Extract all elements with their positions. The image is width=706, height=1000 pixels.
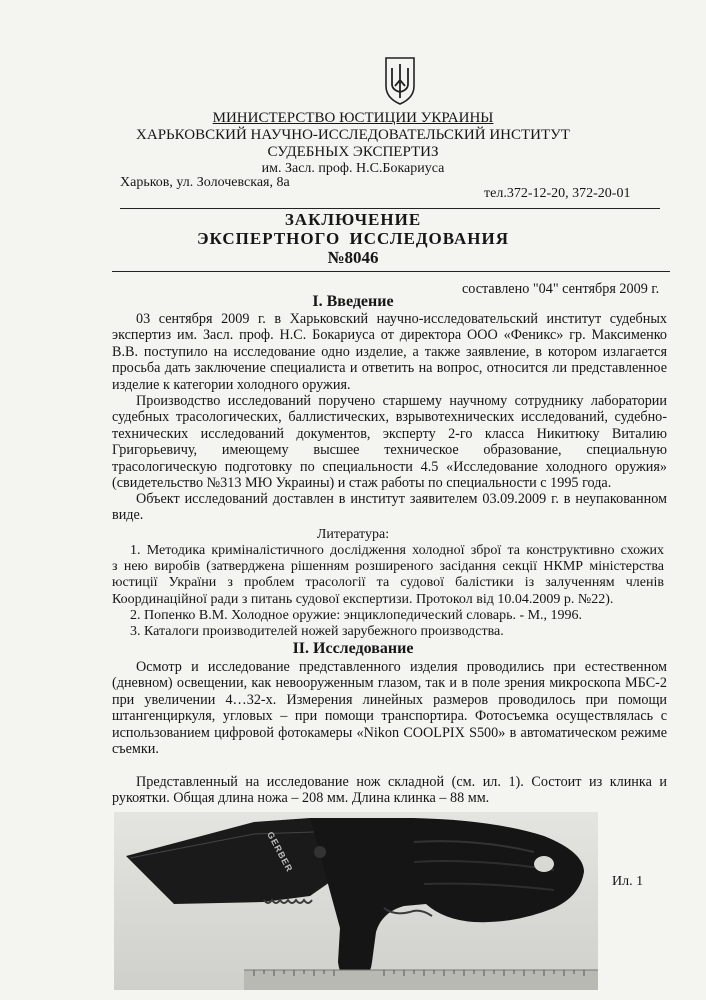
section-heading-research: II. Исследование xyxy=(292,640,414,657)
research-paragraph-2 xyxy=(112,774,667,807)
literature-item-1-cont: з нею виробів (затверджена рішенням розширеного засідання секції НКМР міністерства xyxy=(112,559,664,575)
literature-heading: Литература: xyxy=(316,527,390,542)
document-subtitle: ЭКСПЕРТНОГО ИССЛЕДОВАНИЯ xyxy=(196,229,510,248)
figure-caption: Ил. 1 xyxy=(612,874,644,889)
header-divider-bottom xyxy=(112,271,670,272)
ministry-title: МИНИСТЕРСТВО ЮСТИЦИИ УКРАИНЫ xyxy=(212,110,494,126)
knife-photo xyxy=(114,812,598,990)
intro-paragraph-2 xyxy=(112,393,667,491)
research-paragraph-1 xyxy=(112,659,667,757)
literature-item-1: 1. Методика криміналістичного дослідження холодної зброї та конструктивно схожих xyxy=(130,543,664,558)
document-title: ЗАКЛЮЧЕНИЕ xyxy=(284,210,422,229)
text-line: технических исследований документов, эксперту 2-го класса Никитюку Виталию xyxy=(112,425,667,442)
section-heading-intro: I. Введение xyxy=(312,293,394,310)
intro-paragraph-3 xyxy=(112,491,667,524)
literature-list xyxy=(112,543,664,640)
text-line: просьба дать заключение специалиста и ответить на вопрос, относится ли представленное xyxy=(112,360,667,377)
text-line: съемки. xyxy=(112,740,159,757)
institute-name-line3: им. Засл. проф. Н.С.Бокариуса xyxy=(261,161,445,176)
literature-item-3: 3. Каталоги производителей ножей зарубежного производства. xyxy=(130,623,504,639)
literature-item-1-cont: Координаційної ради з питань судової експертизи. Протокол від 10.04.2009 р. №22). xyxy=(112,591,614,607)
text-line: виде. xyxy=(112,507,144,524)
intro-paragraph-1 xyxy=(112,311,667,393)
text-line: Представленный на исследование нож складной (см. ил. 1). Состоит из клинка и xyxy=(136,774,667,790)
composed-date: составлено "04" сентября 2009 г. xyxy=(462,281,660,297)
text-line: Осмотр и исследование представленного изделия проводились при естественном xyxy=(136,659,667,675)
document-number: №8046 xyxy=(327,248,379,267)
text-line: рукоятки. Общая длина ножа – 208 мм. Длина клинка – 88 мм. xyxy=(112,790,490,807)
institute-name-line2: СУДЕБНЫХ ЭКСПЕРТИЗ xyxy=(267,144,439,160)
literature-item-2: 2. Попенко В.М. Холодное оружие: энциклопедический словарь. - М., 1996. xyxy=(130,607,583,623)
institute-address: Харьков, ул. Золочевская, 8а xyxy=(120,175,290,190)
text-line: экспертиз им. Засл. проф. Н.С. Бокариуса от директора ООО «Феникс» гр. Максименко xyxy=(112,327,667,344)
institute-phones: тел.372-12-20, 372-20-01 xyxy=(484,186,631,201)
text-line: 03 сентября 2009 г. в Харьковский научно-исследовательский институт судебных xyxy=(136,311,667,327)
blade-brand-logo: GERBER xyxy=(265,830,295,874)
knife-photo-icon xyxy=(114,812,598,990)
text-line: Производство исследований поручено старшему научному сотруднику лаборатории xyxy=(136,393,667,409)
text-line: В.В. поступило на исследование одно изделие, а также заявление, в котором излагается xyxy=(112,343,667,360)
text-line: Григорьевичу, имеющему высшее техническое образование, специальную xyxy=(112,442,667,459)
text-line: трасологическую подготовку по специальности 4.5 «Исследование холодного оружия» xyxy=(112,458,667,475)
header-divider-top xyxy=(120,208,660,209)
text-line: при увеличении 4…32-х. Измерения линейных размеров проводилось при помощи xyxy=(112,691,667,708)
text-line: использованием цифровой фотокамеры «Nikon COOLPIX S500» в автоматическом режиме xyxy=(112,724,667,741)
text-line: (дневном) освещении, как невооруженным глазом, так и в поле зрения микроскопа МБС-2 xyxy=(112,675,667,692)
literature-item-1-cont: юстиції України з проблем трасології та судової балістики із залученням членів xyxy=(112,575,664,591)
institute-name-line1: ХАРЬКОВСКИЙ НАУЧНО-ИССЛЕДОВАТЕЛЬСКИЙ ИНСТИТУТ xyxy=(136,127,570,143)
coat-of-arms-icon xyxy=(383,56,417,106)
text-line: Объект исследований доставлен в институт заявителем 03.09.2009 г. в неупакованном xyxy=(136,491,667,507)
text-line: изделие к категории холодного оружия. xyxy=(112,376,351,393)
text-line: (свидетельство №313 МЮ Украины) и стаж работы по специальности с 1995 года. xyxy=(112,474,612,491)
text-line: штангенциркуля, угловых – при помощи транспортира. Фотосъемка осуществлялась с xyxy=(112,708,667,725)
text-line: судебных трасологических, баллистических, взрывотехнических исследований, судебно- xyxy=(112,409,667,426)
